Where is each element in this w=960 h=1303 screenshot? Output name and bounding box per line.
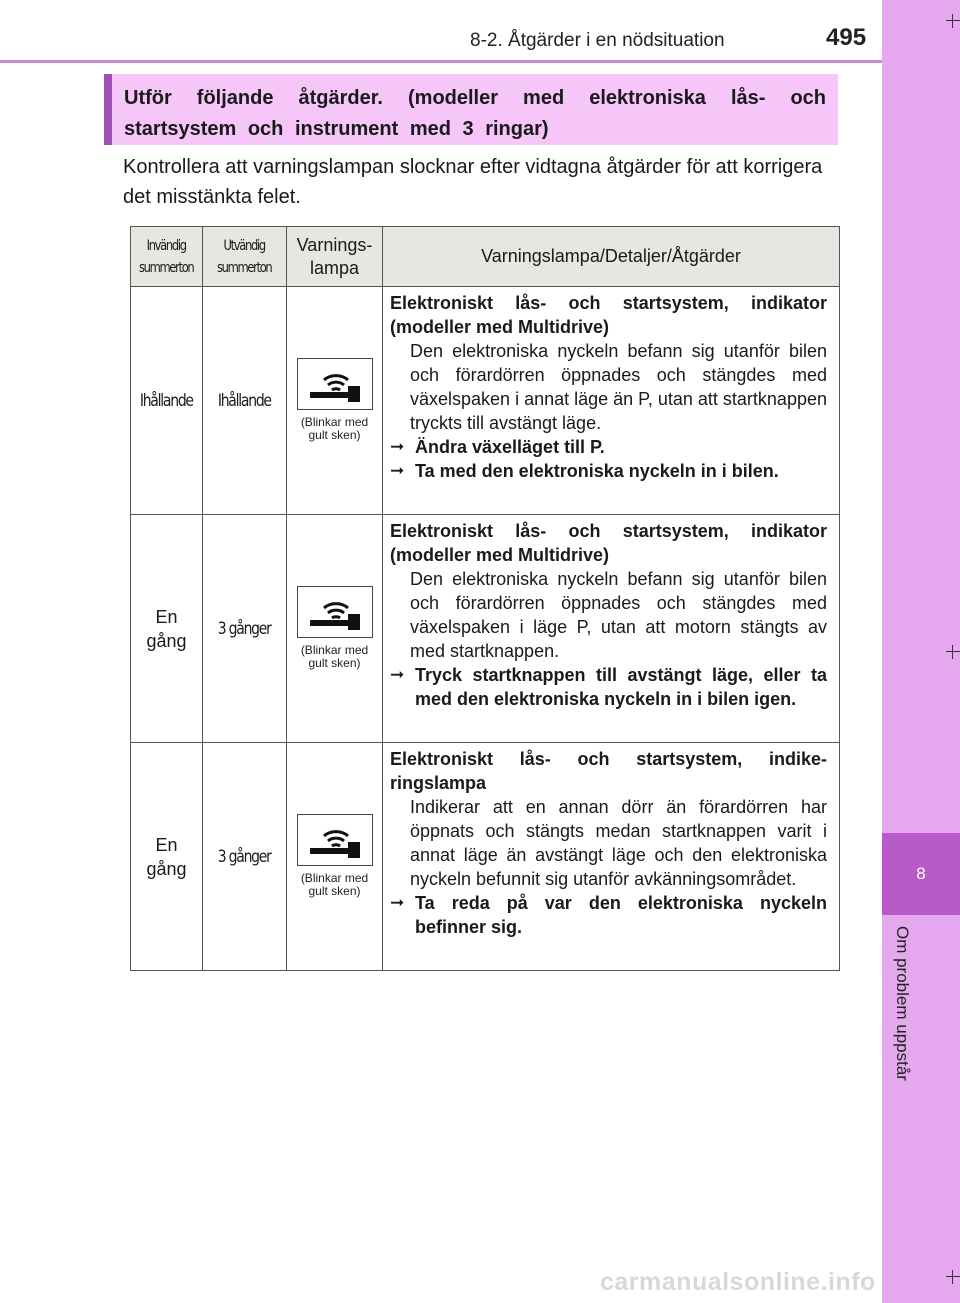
crop-mark	[946, 14, 960, 28]
intro-paragraph: Kontrollera att varningslampan slocknar efter vidtagna åtgärder för att korrigera det misstänkta felet.	[123, 156, 823, 208]
smart-key-indicator-icon	[297, 358, 373, 410]
lamp-caption: (Blinkar med gult sken)	[300, 414, 369, 442]
warning-description: Indikerar att en annan dörr än förardörren har öppnats och stängts medan startknappen varit i annat läge än avstängt läge och den elektroniska nyckeln befunnit sig utanför avkänningsområdet.	[410, 797, 827, 889]
warning-description: Den elektroniska nyckeln befann sig utanför bilen och förardörren öppnades och stängdes med växelspaken i läge P, utan att motorn stängts av med startknappen.	[410, 569, 827, 661]
crop-mark	[946, 1270, 960, 1284]
exterior-buzzer-cell: 3 gånger	[203, 743, 287, 971]
instruction-callout	[104, 74, 838, 145]
interior-buzzer-cell: En gång	[131, 743, 203, 971]
chapter-title: Om problem uppstår	[893, 926, 912, 1081]
warning-title: Elektroniskt lås- och startsystem, indikator (modeller med Multidrive)	[390, 521, 827, 565]
table-row	[131, 515, 840, 743]
table-row	[131, 287, 840, 515]
details-cell	[383, 287, 840, 515]
lamp-caption: (Blinkar med gult sken)	[300, 642, 369, 670]
arrow-icon: ➞	[390, 437, 405, 456]
callout-text: Utför följande åtgärder. (modeller med elektroniska lås- och startsystem och instrument med 3 ringar)	[124, 87, 826, 140]
action-item: ➞ Tryck startknappen till avstängt läge, eller ta med den elektroniska nyckeln in i bilen igen.	[390, 665, 827, 709]
header-details: Varningslampa/Detaljer/Åtgärder	[383, 227, 840, 287]
crop-mark	[946, 645, 960, 659]
interior-buzzer-cell: Ihållande	[131, 287, 203, 515]
warning-description: Den elektroniska nyckeln befann sig utanför bilen och förardörren öppnades och stängdes med växelspaken i annat läge än P, utan att startknappen tryckts till avstängt läge.	[410, 341, 827, 433]
warning-table	[130, 226, 840, 971]
details-cell	[383, 743, 840, 971]
header-interior-buzzer: Invändig summerton	[131, 227, 203, 287]
arrow-icon: ➞	[390, 665, 405, 684]
arrow-icon: ➞	[390, 893, 405, 912]
interior-buzzer-cell: En gång	[131, 515, 203, 743]
lamp-caption: (Blinkar med gult sken)	[300, 870, 369, 898]
header-warning-lamp: Varnings- lampa	[287, 227, 383, 287]
watermark: carmanualsonline.info	[600, 1268, 876, 1296]
action-item: ➞ Ta reda på var den elektroniska nyckeln befinner sig.	[390, 893, 827, 937]
arrow-icon: ➞	[390, 461, 405, 480]
section-title: 8-2. Åtgärder i en nödsituation	[470, 30, 725, 51]
lamp-cell	[287, 515, 383, 743]
table-row	[131, 743, 840, 971]
warning-title: Elektroniskt lås- och startsystem, indikator (modeller med Multidrive)	[390, 293, 827, 337]
details-cell	[383, 515, 840, 743]
table-header-row	[131, 227, 840, 287]
lamp-cell	[287, 743, 383, 971]
action-item: ➞ Ändra växelläget till P.	[390, 437, 605, 457]
warning-title: Elektroniskt lås- och startsystem, indike-ringslampa	[390, 749, 827, 793]
header-rule	[0, 60, 882, 63]
header-exterior-buzzer: Utvändig summerton	[203, 227, 287, 287]
chapter-number-tab: 8	[882, 833, 960, 915]
smart-key-indicator-icon	[297, 814, 373, 866]
page-number: 495	[826, 24, 867, 51]
lamp-cell	[287, 287, 383, 515]
smart-key-indicator-icon	[297, 586, 373, 638]
action-item: ➞ Ta med den elektroniska nyckeln in i bilen.	[390, 461, 779, 481]
exterior-buzzer-cell: Ihållande	[203, 287, 287, 515]
exterior-buzzer-cell: 3 gånger	[203, 515, 287, 743]
